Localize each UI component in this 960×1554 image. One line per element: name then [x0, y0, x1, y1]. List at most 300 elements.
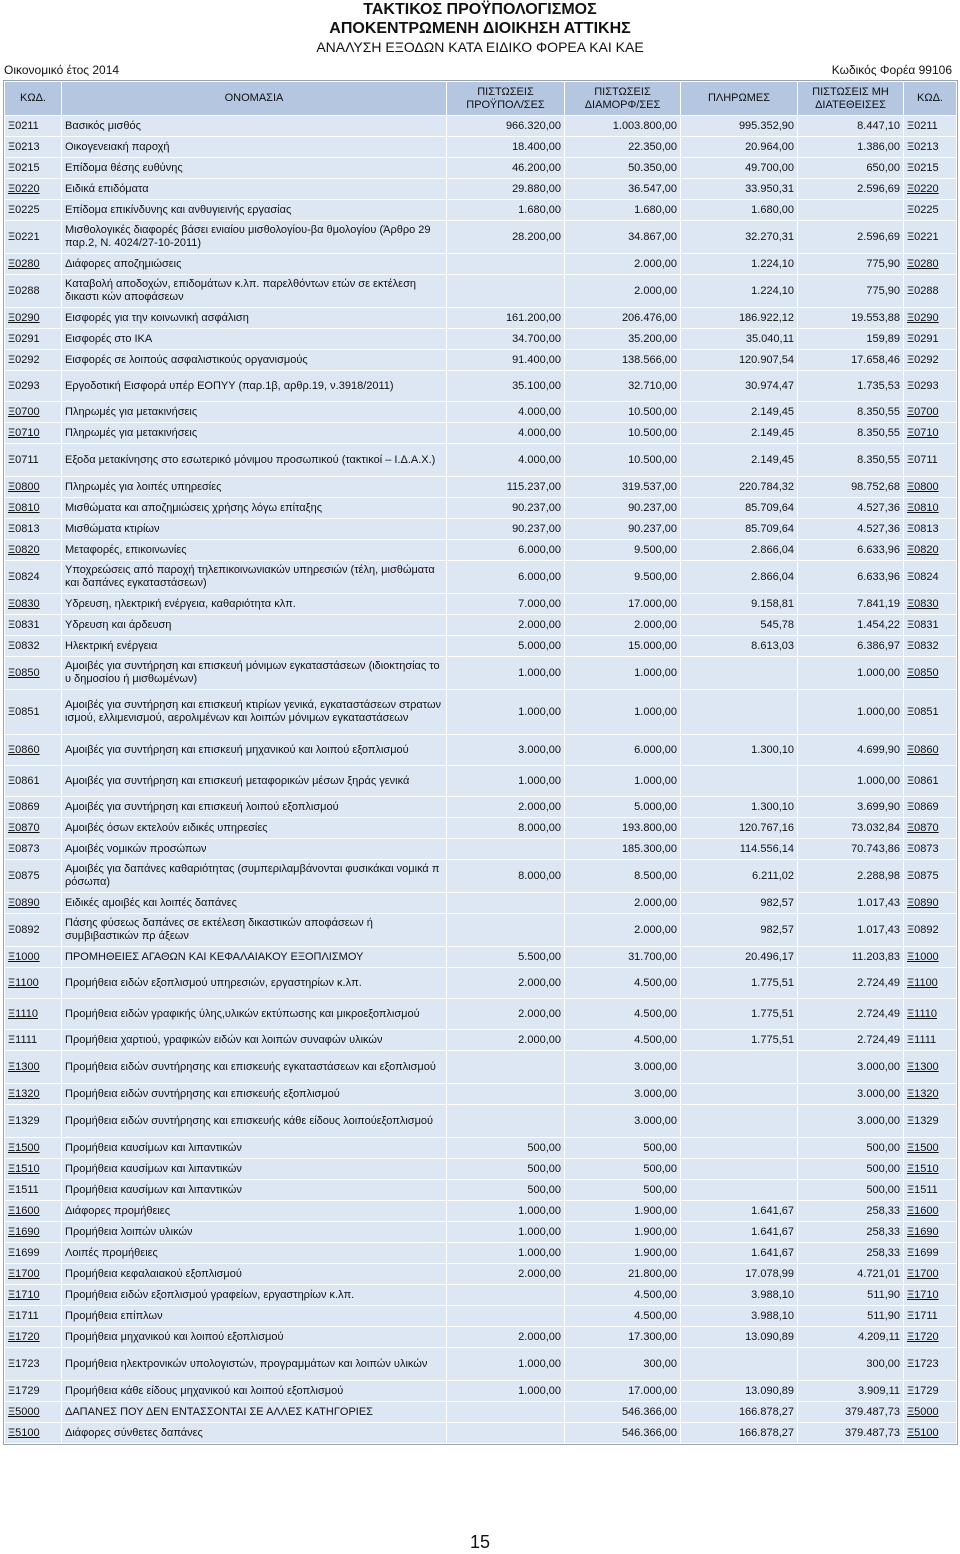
row-name: Επίδομα επικίνδυνης και ανθυγιεινής εργασίας	[62, 200, 446, 220]
row-unspent: 4.699,90	[798, 735, 903, 765]
row-unspent: 159,89	[798, 329, 903, 349]
row-revised: 1.003.800,00	[565, 116, 680, 136]
row-budget: 3.000,00	[447, 735, 564, 765]
row-code: Ξ0873	[5, 839, 61, 859]
row-revised: 32.710,00	[565, 371, 680, 401]
row-code-right: Ξ0830	[904, 594, 956, 614]
row-code-right: Ξ1710	[904, 1285, 956, 1305]
row-budget	[447, 1051, 564, 1083]
row-unspent: 19.553,88	[798, 308, 903, 328]
table-row	[5, 329, 956, 349]
row-revised: 1.000,00	[565, 657, 680, 689]
row-name: Προμήθεια ηλεκτρονικών υπολογιστών, προγραμμάτων και λοιπών υλικών	[62, 1348, 446, 1380]
row-budget: 5.500,00	[447, 947, 564, 967]
row-budget: 29.880,00	[447, 179, 564, 199]
row-revised: 2.000,00	[565, 254, 680, 274]
row-revised: 8.500,00	[565, 860, 680, 892]
row-unspent: 1.000,00	[798, 690, 903, 734]
row-revised: 36.547,00	[565, 179, 680, 199]
row-code-right: Ξ0710	[904, 423, 956, 443]
row-name: Εισφορές σε λοιπούς ασφαλιστικούς οργανισμούς	[62, 350, 446, 370]
row-code: Ξ0851	[5, 690, 61, 734]
row-name: Προμήθεια ειδών συντήρησης και επισκευής εξοπλισμού	[62, 1084, 446, 1104]
row-unspent: 1.735,53	[798, 371, 903, 401]
row-code-right: Ξ0280	[904, 254, 956, 274]
row-revised: 193.800,00	[565, 818, 680, 838]
row-budget: 6.000,00	[447, 540, 564, 560]
row-payments: 2.149,45	[681, 423, 797, 443]
table-row	[5, 1381, 956, 1401]
row-payments: 6.211,02	[681, 860, 797, 892]
table-row	[5, 766, 956, 796]
row-code-right: Ξ0831	[904, 615, 956, 635]
row-revised: 4.500,00	[565, 968, 680, 998]
row-name: Εξοδα μετακίνησης στο εσωτερικό μόνιμου προσωπικού (τακτικοί – Ι.Δ.Α.Χ.)	[62, 444, 446, 476]
row-revised: 138.566,00	[565, 350, 680, 370]
row-code: Ξ0831	[5, 615, 61, 635]
row-code-right: Ξ1000	[904, 947, 956, 967]
row-name: Πληρωμές για μετακινήσεις	[62, 402, 446, 422]
row-name: Αμοιβές νομικών προσώπων	[62, 839, 446, 859]
row-code: Ξ0861	[5, 766, 61, 796]
row-unspent: 4.721,01	[798, 1264, 903, 1284]
row-unspent: 2.288,98	[798, 860, 903, 892]
row-budget: 4.000,00	[447, 423, 564, 443]
row-budget: 161.200,00	[447, 308, 564, 328]
row-code: Ξ1510	[5, 1159, 61, 1179]
row-budget: 1.000,00	[447, 1243, 564, 1263]
row-revised: 3.000,00	[565, 1051, 680, 1083]
row-code-right: Ξ0870	[904, 818, 956, 838]
row-code-right: Ξ1700	[904, 1264, 956, 1284]
row-code: Ξ0710	[5, 423, 61, 443]
row-budget: 8.000,00	[447, 860, 564, 892]
row-name: Διάφορες προμήθειες	[62, 1201, 446, 1221]
row-name: Βασικός μισθός	[62, 116, 446, 136]
row-payments: 13.090,89	[681, 1327, 797, 1347]
row-name: Αμοιβές για συντήρηση και επισκευή κτιρίων γενικά, εγκαταστάσεων στρατων ισμού, ελλιμενισμού, αερολιμένων και λοιπών μόνιμων εγκαταστάσεων	[62, 690, 446, 734]
row-name: Προμήθεια κάθε είδους μηχανικού και λοιπού εξοπλισμού	[62, 1381, 446, 1401]
expenditure-table	[3, 80, 958, 1445]
table-row	[5, 402, 956, 422]
table-row	[5, 839, 956, 859]
row-code: Ξ5100	[5, 1423, 61, 1443]
row-code: Ξ1300	[5, 1051, 61, 1083]
column-header-unspent: ΠΙΣΤΩΣΕΙΣ ΜΗ ΔΙΑΤΕΘΕΙΣΕΣ	[798, 82, 903, 115]
row-revised: 90.237,00	[565, 498, 680, 518]
row-name: Οικογενειακή παροχή	[62, 137, 446, 157]
row-payments: 85.709,64	[681, 519, 797, 539]
table-row	[5, 968, 956, 998]
row-code-right: Ξ1711	[904, 1306, 956, 1326]
table-row	[5, 860, 956, 892]
row-budget: 500,00	[447, 1138, 564, 1158]
row-code: Ξ5000	[5, 1402, 61, 1422]
report-subtitle: ΑΝΑΛΥΣΗ ΕΞΟΔΩΝ ΚΑΤΑ ΕΙΔΙΚΟ ΦΟΡΕΑ ΚΑΙ ΚΑΕ	[316, 39, 644, 55]
row-name: Προμήθεια ειδών εξοπλισμού γραφείων, εργαστηρίων κ.λπ.	[62, 1285, 446, 1305]
row-budget: 7.000,00	[447, 594, 564, 614]
table-row	[5, 116, 956, 136]
table-row	[5, 200, 956, 220]
row-budget: 34.700,00	[447, 329, 564, 349]
table-row	[5, 350, 956, 370]
row-code-right: Ξ1320	[904, 1084, 956, 1104]
row-unspent: 2.724,49	[798, 999, 903, 1029]
table-row	[5, 735, 956, 765]
row-code: Ξ0700	[5, 402, 61, 422]
row-budget: 966.320,00	[447, 116, 564, 136]
table-row	[5, 371, 956, 401]
row-revised: 2.000,00	[565, 893, 680, 913]
row-name: Προμήθεια καυσίμων και λιπαντικών	[62, 1138, 446, 1158]
row-code-right: Ξ1720	[904, 1327, 956, 1347]
table-row	[5, 1201, 956, 1221]
row-code: Ξ1110	[5, 999, 61, 1029]
table-row	[5, 1030, 956, 1050]
table-row	[5, 914, 956, 946]
row-unspent: 98.752,68	[798, 477, 903, 497]
row-name: Πληρωμές για μετακινήσεις	[62, 423, 446, 443]
row-revised: 300,00	[565, 1348, 680, 1380]
row-code-right: Ξ0813	[904, 519, 956, 539]
row-name: Υδρευση και άρδευση	[62, 615, 446, 635]
row-payments: 2.866,04	[681, 561, 797, 593]
row-unspent: 258,33	[798, 1201, 903, 1221]
row-payments: 1.680,00	[681, 200, 797, 220]
row-code: Ξ0860	[5, 735, 61, 765]
row-code-right: Ξ1510	[904, 1159, 956, 1179]
row-code-right: Ξ0850	[904, 657, 956, 689]
row-code: Ξ0810	[5, 498, 61, 518]
row-unspent: 1.000,00	[798, 766, 903, 796]
table-row	[5, 561, 956, 593]
row-revised: 500,00	[565, 1180, 680, 1200]
row-code-right: Ξ0220	[904, 179, 956, 199]
table-row	[5, 1306, 956, 1326]
row-payments: 166.878,27	[681, 1402, 797, 1422]
row-name: Υποχρεώσεις από παροχή τηλεπικοινωνιακών υπηρεσιών (τέλη, μισθώματα και δαπάνες εγκαταστάσεων)	[62, 561, 446, 593]
row-unspent: 4.527,36	[798, 498, 903, 518]
row-name: Αμοιβές για συντήρηση και επισκευή λοιπού εξοπλισμού	[62, 797, 446, 817]
row-name: Προμήθεια χαρτιού, γραφικών ειδών και λοιπών συναφών υλικών	[62, 1030, 446, 1050]
table-row	[5, 158, 956, 178]
row-unspent: 258,33	[798, 1243, 903, 1263]
row-name: Αμοιβές για συντήρηση και επισκευή μεταφορικών μέσων ξηράς γενικά	[62, 766, 446, 796]
table-row	[5, 636, 956, 656]
row-revised: 206.476,00	[565, 308, 680, 328]
table-row	[5, 540, 956, 560]
row-budget: 4.000,00	[447, 402, 564, 422]
row-unspent: 511,90	[798, 1306, 903, 1326]
row-payments: 1.641,67	[681, 1201, 797, 1221]
row-payments: 186.922,12	[681, 308, 797, 328]
row-revised: 34.867,00	[565, 221, 680, 253]
row-payments	[681, 690, 797, 734]
row-unspent: 3.909,11	[798, 1381, 903, 1401]
row-code: Ξ0288	[5, 275, 61, 307]
row-budget: 1.000,00	[447, 1201, 564, 1221]
row-payments: 545,78	[681, 615, 797, 635]
row-payments	[681, 1159, 797, 1179]
table-row	[5, 893, 956, 913]
row-code: Ξ0213	[5, 137, 61, 157]
row-code-right: Ξ1600	[904, 1201, 956, 1221]
row-unspent: 1.017,43	[798, 914, 903, 946]
row-name: Διάφορες αποζημιώσεις	[62, 254, 446, 274]
row-revised: 2.000,00	[565, 914, 680, 946]
row-code-right: Ξ1329	[904, 1105, 956, 1137]
table-row	[5, 1327, 956, 1347]
row-revised: 1.000,00	[565, 690, 680, 734]
row-code-right: Ξ0711	[904, 444, 956, 476]
row-unspent: 775,90	[798, 254, 903, 274]
report-title-block	[0, 0, 960, 56]
row-name: Μισθολογικές διαφορές βάσει ενιαίου μισθολογίου-βα θμολογίου (Άρθρο 29 παρ.2, Ν. 4024/27-10-2011)	[62, 221, 446, 253]
row-budget: 90.237,00	[447, 519, 564, 539]
row-revised: 3.000,00	[565, 1105, 680, 1137]
report-organization: ΑΠΟΚΕΝΤΡΩΜΕΝΗ ΔΙΟΙΚΗΣΗ ΑΤΤΙΚΗΣ	[329, 20, 631, 37]
table-row	[5, 444, 956, 476]
row-payments: 20.964,00	[681, 137, 797, 157]
table-row	[5, 1180, 956, 1200]
table-row	[5, 1402, 956, 1422]
row-code: Ξ0832	[5, 636, 61, 656]
table-row	[5, 1222, 956, 1242]
row-code: Ξ1720	[5, 1327, 61, 1347]
row-payments: 1.775,51	[681, 999, 797, 1029]
row-unspent: 73.032,84	[798, 818, 903, 838]
row-budget: 35.100,00	[447, 371, 564, 401]
row-unspent: 2.596,69	[798, 179, 903, 199]
row-unspent: 70.743,86	[798, 839, 903, 859]
row-unspent: 1.454,22	[798, 615, 903, 635]
row-payments: 17.078,99	[681, 1264, 797, 1284]
row-code-right: Ξ0211	[904, 116, 956, 136]
row-revised: 5.000,00	[565, 797, 680, 817]
row-code-right: Ξ0861	[904, 766, 956, 796]
row-code-right: Ξ0290	[904, 308, 956, 328]
row-unspent: 258,33	[798, 1222, 903, 1242]
row-code: Ξ0830	[5, 594, 61, 614]
row-code: Ξ0813	[5, 519, 61, 539]
row-code: Ξ0290	[5, 308, 61, 328]
row-unspent: 8.447,10	[798, 116, 903, 136]
row-payments: 2.149,45	[681, 402, 797, 422]
row-code-right: Ξ1729	[904, 1381, 956, 1401]
row-revised: 500,00	[565, 1138, 680, 1158]
row-payments: 1.300,10	[681, 797, 797, 817]
table-row	[5, 818, 956, 838]
row-code: Ξ0870	[5, 818, 61, 838]
row-budget: 2.000,00	[447, 1030, 564, 1050]
table-row	[5, 254, 956, 274]
row-payments	[681, 1180, 797, 1200]
row-budget	[447, 1306, 564, 1326]
row-name: ΠΡΟΜΗΘΕΙΕΣ ΑΓΑΘΩΝ ΚΑΙ ΚΕΦΑΛΑΙΑΚΟΥ ΕΞΟΠΛΙΣΜΟΥ	[62, 947, 446, 967]
row-code: Ξ1500	[5, 1138, 61, 1158]
row-payments: 120.767,16	[681, 818, 797, 838]
table-row	[5, 519, 956, 539]
row-code-right: Ξ0810	[904, 498, 956, 518]
row-revised: 6.000,00	[565, 735, 680, 765]
row-code: Ξ0850	[5, 657, 61, 689]
row-code-right: Ξ1500	[904, 1138, 956, 1158]
row-payments	[681, 1348, 797, 1380]
row-revised: 15.000,00	[565, 636, 680, 656]
row-name: Αμοιβές για δαπάνες καθαριότητας (συμπεριλαμβάνονται φυσικάκαι νομικά π ρόσωπα)	[62, 860, 446, 892]
row-unspent: 500,00	[798, 1180, 903, 1200]
row-code-right: Ξ0869	[904, 797, 956, 817]
row-code: Ξ0280	[5, 254, 61, 274]
row-unspent: 3.000,00	[798, 1105, 903, 1137]
row-code: Ξ0820	[5, 540, 61, 560]
row-unspent: 650,00	[798, 158, 903, 178]
row-budget: 6.000,00	[447, 561, 564, 593]
row-revised: 2.000,00	[565, 275, 680, 307]
row-name: Υδρευση, ηλεκτρική ενέργεια, καθαριότητα κλπ.	[62, 594, 446, 614]
row-budget: 18.400,00	[447, 137, 564, 157]
row-payments: 30.974,47	[681, 371, 797, 401]
row-revised: 50.350,00	[565, 158, 680, 178]
row-name: Αμοιβές για συντήρηση και επισκευή μηχανικού και λοιπού εξοπλισμού	[62, 735, 446, 765]
row-code: Ξ0215	[5, 158, 61, 178]
row-code-right: Ξ5100	[904, 1423, 956, 1443]
row-payments	[681, 1138, 797, 1158]
row-unspent: 3.000,00	[798, 1051, 903, 1083]
row-code: Ξ1000	[5, 947, 61, 967]
row-revised: 3.000,00	[565, 1084, 680, 1104]
row-name: ΔΑΠΑΝΕΣ ΠΟΥ ΔΕΝ ΕΝΤΑΣΣΟΝΤΑΙ ΣΕ ΑΛΛΕΣ ΚΑΤΗΓΟΡΙΕΣ	[62, 1402, 446, 1422]
row-payments: 166.878,27	[681, 1423, 797, 1443]
table-row	[5, 1051, 956, 1083]
row-name: Προμήθεια επίπλων	[62, 1306, 446, 1326]
row-name: Πληρωμές για λοιπές υπηρεσίες	[62, 477, 446, 497]
column-header-revised: ΠΙΣΤΩΣΕΙΣ ΔΙΑΜΟΡΦ/ΣΕΣ	[565, 82, 680, 115]
row-name: Εισφορές για την κοινωνική ασφάλιση	[62, 308, 446, 328]
row-unspent: 2.724,49	[798, 1030, 903, 1050]
row-name: Ειδικά επιδόματα	[62, 179, 446, 199]
row-revised: 500,00	[565, 1159, 680, 1179]
row-code: Ξ1100	[5, 968, 61, 998]
row-budget: 2.000,00	[447, 968, 564, 998]
row-code: Ξ1710	[5, 1285, 61, 1305]
row-budget: 2.000,00	[447, 1327, 564, 1347]
table-row	[5, 797, 956, 817]
row-payments: 120.907,54	[681, 350, 797, 370]
row-code-right: Ξ0293	[904, 371, 956, 401]
row-payments: 9.158,81	[681, 594, 797, 614]
row-unspent: 7.841,19	[798, 594, 903, 614]
column-header-code: ΚΩΔ.	[5, 82, 61, 115]
row-payments: 1.641,67	[681, 1243, 797, 1263]
row-code-right: Ξ0213	[904, 137, 956, 157]
page-number: 15	[469, 1532, 491, 1552]
row-name: Εργοδοτική Εισφορά υπέρ ΕΟΠΥΥ (παρ.1β, αρθρ.19, ν.3918/2011)	[62, 371, 446, 401]
row-code-right: Ξ0890	[904, 893, 956, 913]
row-budget	[447, 1423, 564, 1443]
row-revised: 546.366,00	[565, 1423, 680, 1443]
row-payments: 1.641,67	[681, 1222, 797, 1242]
row-revised: 10.500,00	[565, 423, 680, 443]
row-unspent: 775,90	[798, 275, 903, 307]
table-header-row	[5, 82, 956, 115]
row-unspent: 379.487,73	[798, 1402, 903, 1422]
row-payments	[681, 1051, 797, 1083]
row-unspent: 6.633,96	[798, 540, 903, 560]
row-name: Επίδομα θέσης ευθύνης	[62, 158, 446, 178]
table-row	[5, 594, 956, 614]
row-code-right: Ξ1300	[904, 1051, 956, 1083]
row-code-right: Ξ1511	[904, 1180, 956, 1200]
row-payments: 8.613,03	[681, 636, 797, 656]
row-unspent: 3.000,00	[798, 1084, 903, 1104]
row-budget	[447, 1285, 564, 1305]
row-unspent: 1.000,00	[798, 657, 903, 689]
table-row	[5, 999, 956, 1029]
table-row	[5, 1159, 956, 1179]
row-revised: 10.500,00	[565, 444, 680, 476]
row-code: Ξ0221	[5, 221, 61, 253]
row-payments: 1.775,51	[681, 1030, 797, 1050]
row-name: Προμήθεια ειδών γραφικής ύλης,υλικών εκτύπωσης και μικροεξοπλισμού	[62, 999, 446, 1029]
row-revised: 9.500,00	[565, 540, 680, 560]
table-row	[5, 275, 956, 307]
row-unspent: 2.596,69	[798, 221, 903, 253]
row-unspent: 379.487,73	[798, 1423, 903, 1443]
row-revised: 21.800,00	[565, 1264, 680, 1284]
table-body	[5, 116, 956, 1443]
row-revised: 1.680,00	[565, 200, 680, 220]
row-name: Λοιπές προμήθειες	[62, 1243, 446, 1263]
row-code-right: Ξ5000	[904, 1402, 956, 1422]
row-payments: 13.090,89	[681, 1381, 797, 1401]
table-row	[5, 690, 956, 734]
row-unspent: 8.350,55	[798, 423, 903, 443]
row-budget	[447, 1084, 564, 1104]
row-name: Προμήθεια καυσίμων και λιπαντικών	[62, 1180, 446, 1200]
row-payments: 995.352,90	[681, 116, 797, 136]
table-row	[5, 498, 956, 518]
row-code-right: Ξ1699	[904, 1243, 956, 1263]
row-payments: 982,57	[681, 914, 797, 946]
row-revised: 35.200,00	[565, 329, 680, 349]
row-payments: 3.988,10	[681, 1306, 797, 1326]
row-payments: 33.950,31	[681, 179, 797, 199]
row-code-right: Ξ0292	[904, 350, 956, 370]
row-name: Προμήθεια μηχανικού και λοιπού εξοπλισμού	[62, 1327, 446, 1347]
row-revised: 17.000,00	[565, 1381, 680, 1401]
row-code-right: Ξ0875	[904, 860, 956, 892]
row-unspent	[798, 200, 903, 220]
row-code-right: Ξ0288	[904, 275, 956, 307]
row-revised: 22.350,00	[565, 137, 680, 157]
row-code: Ξ0293	[5, 371, 61, 401]
row-code-right: Ξ0221	[904, 221, 956, 253]
row-payments: 49.700,00	[681, 158, 797, 178]
row-budget: 2.000,00	[447, 1264, 564, 1284]
table-row	[5, 1285, 956, 1305]
row-name: Διάφορες σύνθετες δαπάνες	[62, 1423, 446, 1443]
column-header-name: ΟΝΟΜΑΣΙΑ	[62, 82, 446, 115]
row-name: Προμήθεια λοιπών υλικών	[62, 1222, 446, 1242]
table-row	[5, 1423, 956, 1443]
table-row	[5, 137, 956, 157]
table-row	[5, 1084, 956, 1104]
table-row	[5, 1243, 956, 1263]
column-header-budget: ΠΙΣΤΩΣΕΙΣ ΠΡΟΫΠΟΛ/ΣΕΣ	[447, 82, 564, 115]
table-row	[5, 308, 956, 328]
row-code-right: Ξ1100	[904, 968, 956, 998]
